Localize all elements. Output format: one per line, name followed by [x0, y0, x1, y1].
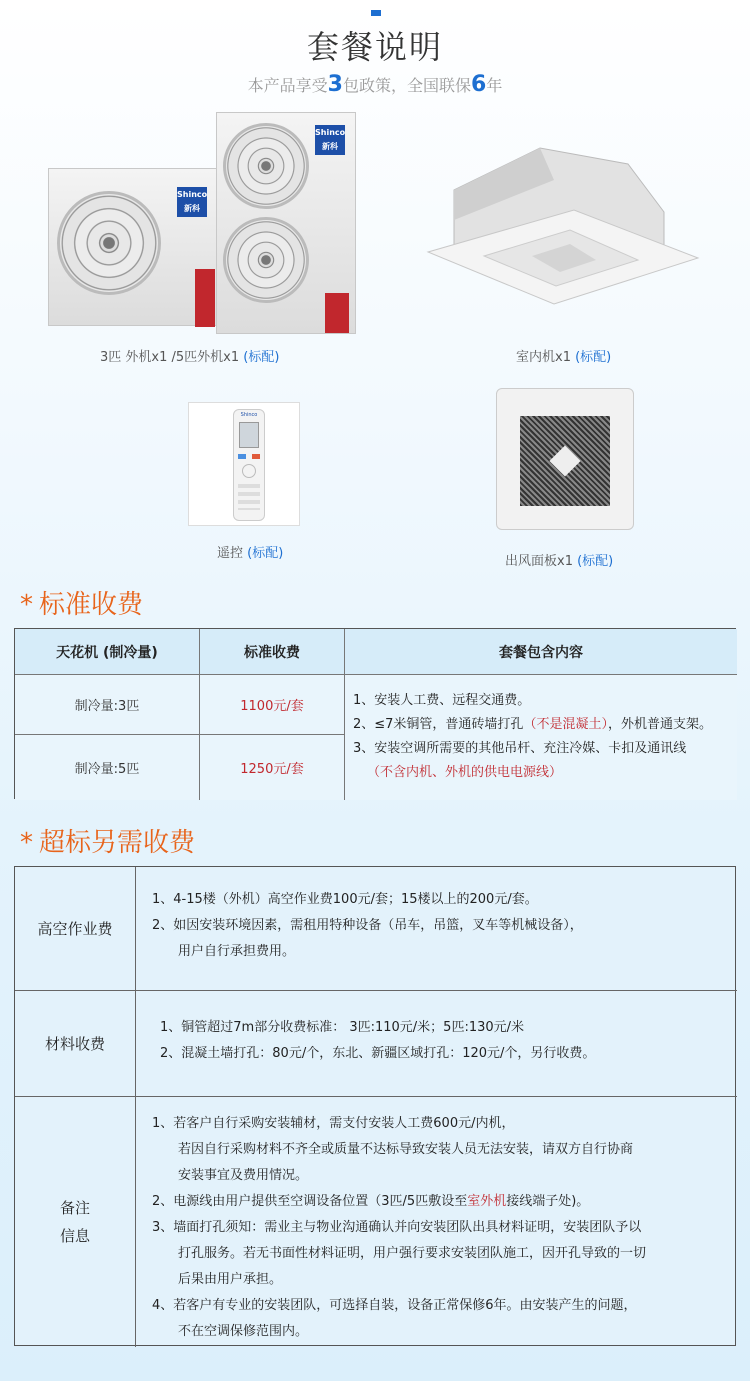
contents-line-3: 3、安装空调所需要的其他吊杆、充注冷媒、卡扣及通讯线	[353, 741, 687, 756]
standard-fee-table	[14, 628, 736, 799]
outdoor-caption: 3匹 外机x1 /5匹外机x1 (标配)	[100, 350, 280, 365]
remote-dpad	[242, 464, 256, 478]
extra-fee-table	[14, 866, 736, 1346]
page-title: 套餐说明	[306, 28, 443, 66]
subtitle-number-1: 3	[327, 72, 343, 97]
subtitle-text-3: 年	[486, 76, 503, 95]
header-model: 天花机 (制冷量)	[15, 629, 200, 675]
remote-image	[188, 402, 300, 526]
panel-image	[494, 386, 636, 532]
star-icon: *	[20, 590, 33, 620]
star-icon: *	[20, 828, 33, 858]
label-notes: 备注 信息	[15, 1097, 136, 1347]
remote-control-icon	[233, 409, 265, 521]
contents-line-2: 2、≤7米铜管，普通砖墙打孔（不是混凝土），外机普通支架。	[353, 717, 712, 732]
label-high-altitude: 高空作业费	[15, 867, 136, 991]
indoor-caption: 室内机x1 (标配)	[516, 350, 612, 365]
label-materials: 材料收费	[15, 991, 136, 1097]
content-notes: 1、若客户自行采购安装辅材，需支付安装人工费600元/内机， 若因自行采购材料不齐全或质量不达标导致安装人员无法安装，请双方自行协商 安装事宜及费用情况。 2、电源线由用户提供至空调设备位置（3匹/5匹敷设至室外机接线端子处)。 3、墙面打孔须知：需业主与物业沟通确认并向安装团队出具材料证明，安装团队予以 打孔服务。若无书面性材料证明，用户强行要求安装团队施工，因开孔导致的一切 后果由用户承担。 4、若客户有专业的安装团队，可选择自装，设备正常保修6年。由安装产生的问题， 不在空调保修范围内。	[152, 1116, 647, 1339]
row-price-3hp: 1100元/套	[200, 675, 345, 735]
fan-icon	[223, 217, 309, 303]
remote-brand: Shinco	[240, 412, 258, 418]
outdoor-unit-3hp	[48, 168, 220, 326]
contents-line-4: （不含内机、外机的供电电源线）	[367, 765, 563, 780]
subtitle-text-2: 包政策，全国联保	[342, 76, 471, 95]
row-price-5hp: 1250元/套	[200, 735, 345, 800]
page-subtitle	[0, 72, 750, 97]
brand-stripe	[195, 269, 215, 327]
fan-icon	[223, 123, 309, 209]
brand-stripe	[325, 293, 349, 333]
contents-line-1: 1、安装人工费、远程交通费。	[353, 693, 531, 708]
row-model-5hp: 制冷量:5匹	[15, 735, 200, 800]
content-materials: 1、铜管超过7m部分收费标准： 3匹:110元/米；5匹:130元/米 2、混凝土墙打孔：80元/个，东北、新疆区域打孔：120元/个，另行收费。	[136, 991, 737, 1097]
subtitle-number-2: 6	[471, 72, 487, 97]
subtitle-text-1: 本产品享受	[247, 76, 328, 95]
outdoor-unit-5hp	[216, 112, 356, 334]
extra-fee-heading: * 超标另需收费	[20, 828, 196, 858]
outdoor-units-image	[44, 112, 374, 336]
standard-fee-heading: * 标准收费	[20, 590, 144, 620]
header-contents: 套餐包含内容	[345, 629, 737, 675]
header-price: 标准收费	[200, 629, 345, 675]
panel-caption: 出风面板x1 (标配)	[505, 554, 614, 569]
brand-logo: Shinco 新科	[177, 187, 207, 217]
brand-logo: Shinco 新科	[315, 125, 345, 155]
fan-icon	[57, 191, 161, 295]
remote-button-red	[252, 454, 260, 459]
row-model-3hp: 制冷量:3匹	[15, 675, 200, 735]
package-contents	[345, 675, 737, 800]
remote-button-blue	[238, 454, 246, 459]
indoor-unit-image	[424, 140, 700, 306]
remote-screen	[239, 422, 259, 448]
remote-buttons	[238, 484, 260, 510]
top-accent-bar	[371, 10, 381, 16]
content-high-altitude: 1、4-15楼（外机）高空作业费100元/套；15楼以上的200元/套。 2、如因安装环境因素，需租用特种设备（吊车，吊篮，叉车等机械设备）， 用户自行承担费用。	[136, 867, 737, 991]
remote-caption: 遥控 (标配)	[217, 546, 284, 561]
cassette-unit-icon	[424, 140, 700, 306]
